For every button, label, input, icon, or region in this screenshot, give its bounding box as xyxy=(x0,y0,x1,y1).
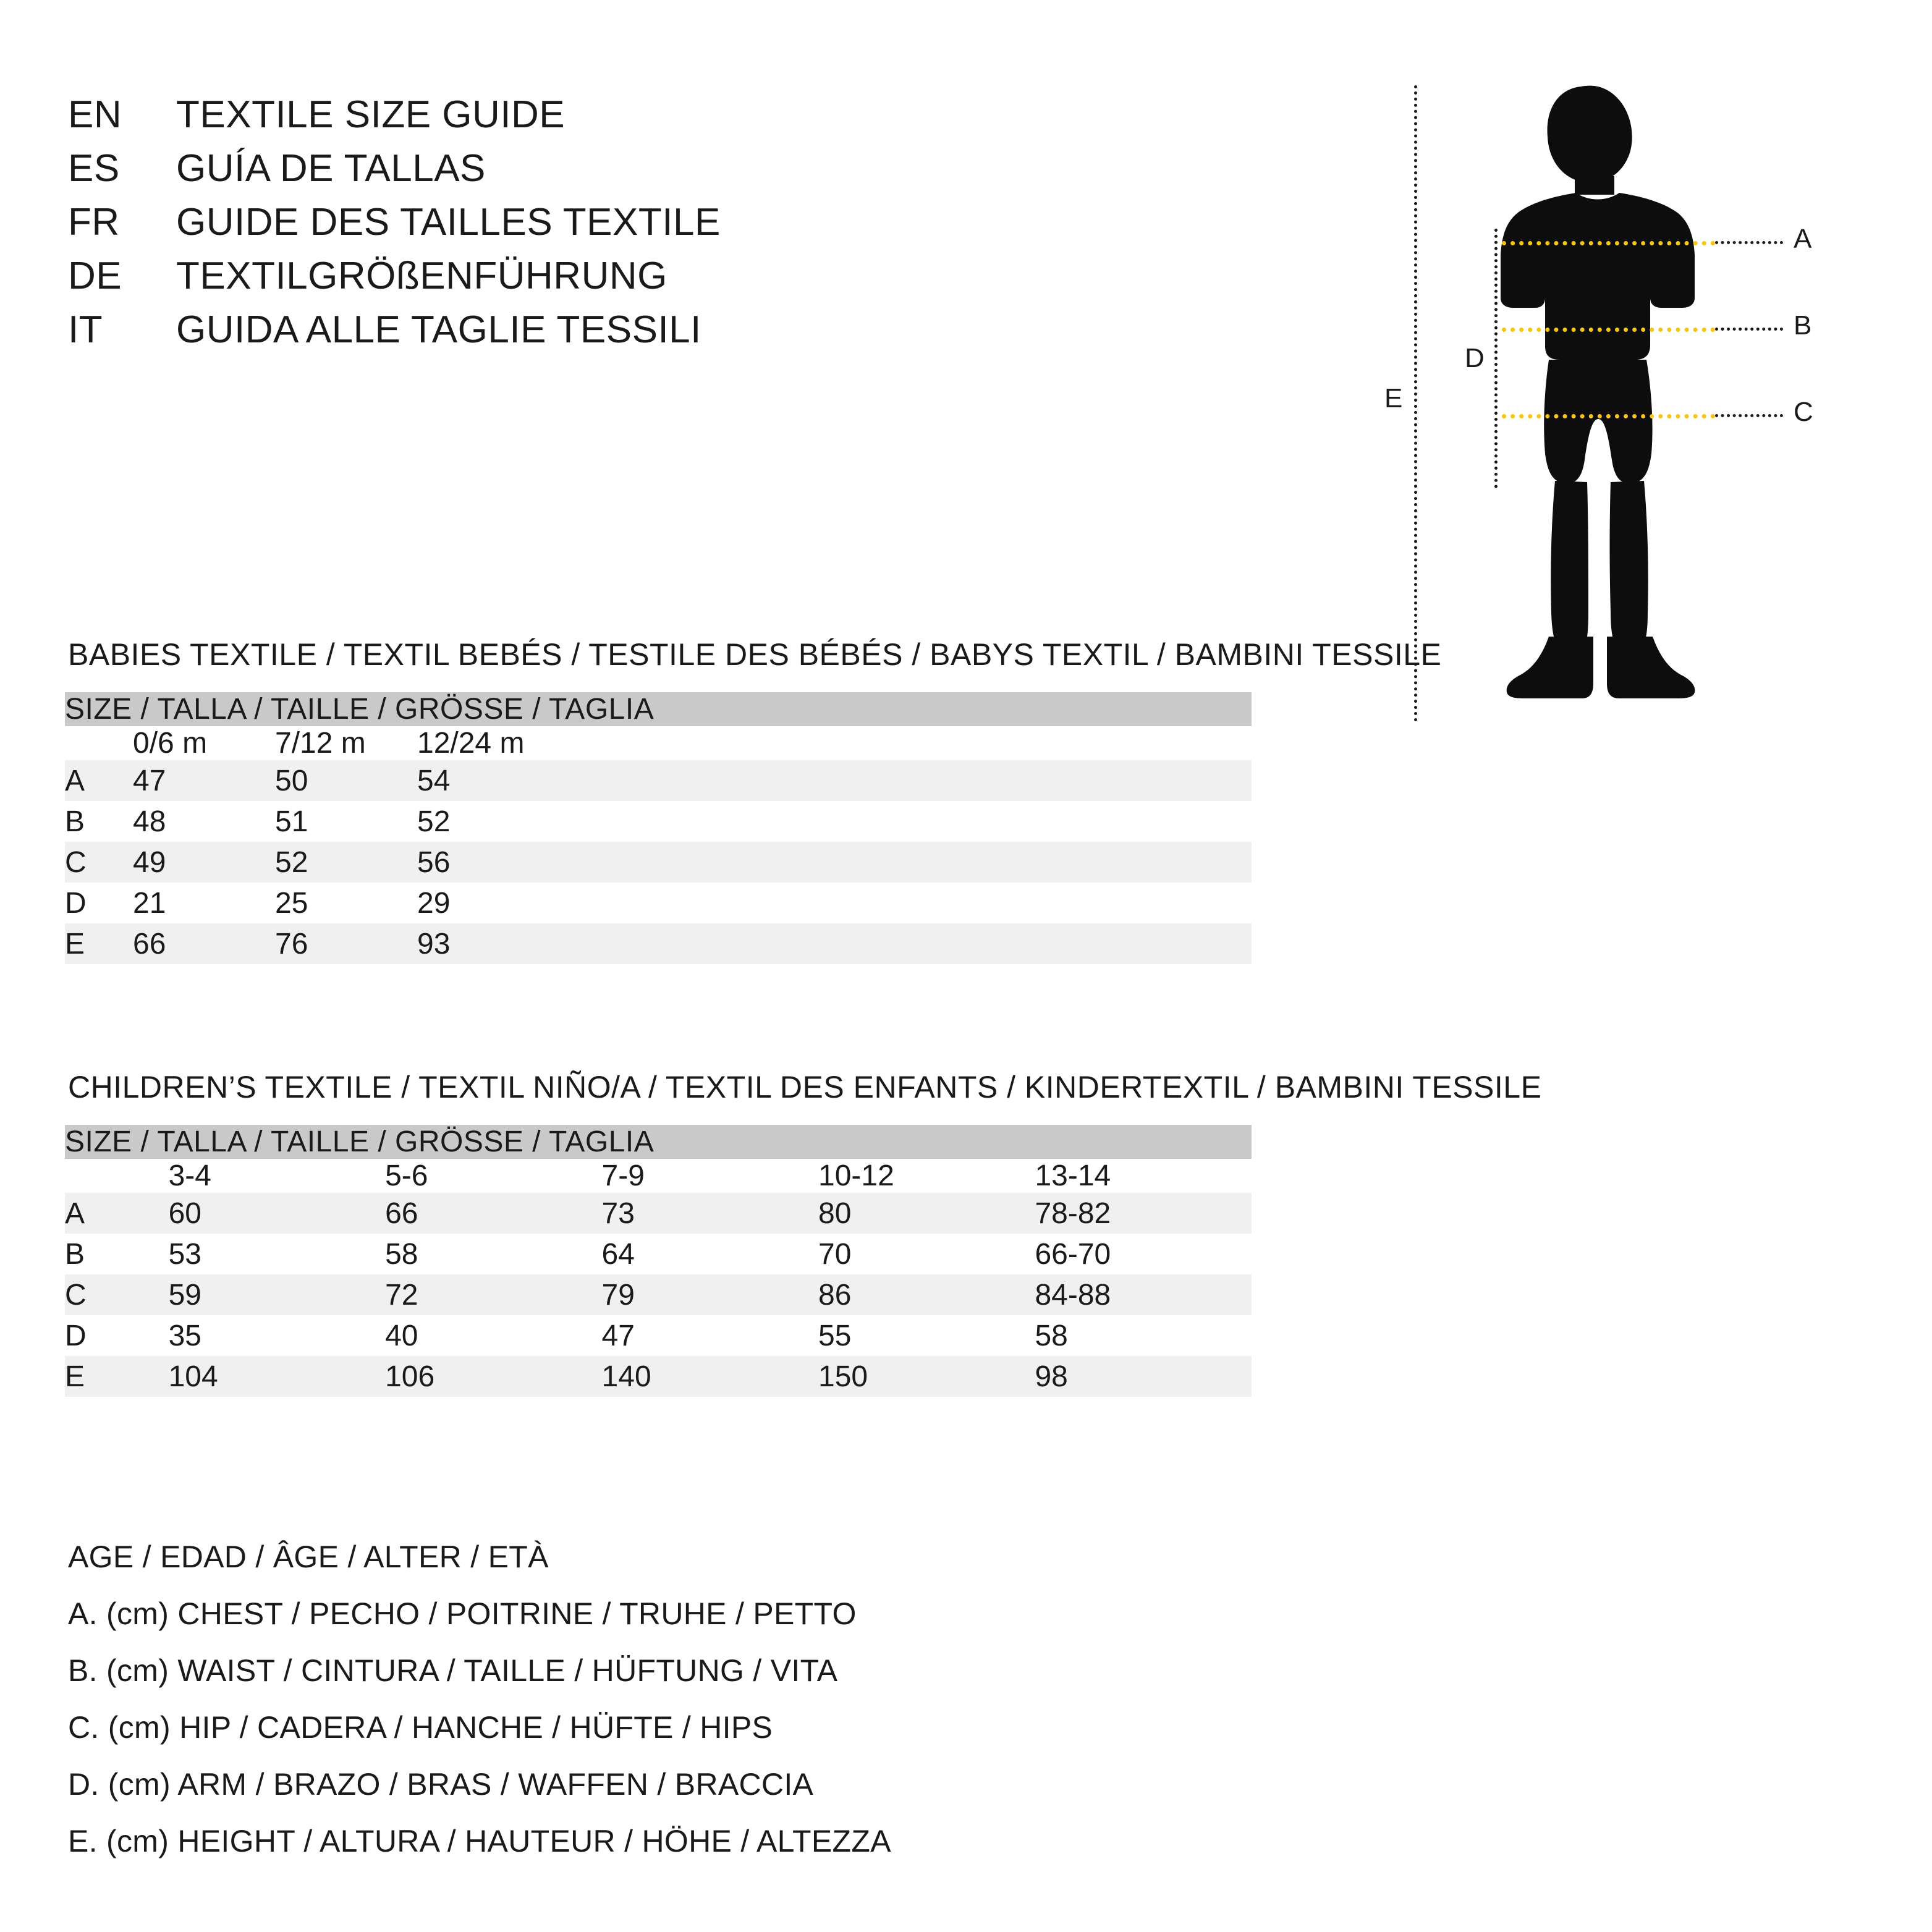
hip-leader-line-c xyxy=(1715,414,1783,417)
children-d-3: 55 xyxy=(818,1315,1035,1356)
babies-column-spacer xyxy=(559,726,1252,760)
children-c-4: 84-88 xyxy=(1035,1274,1252,1315)
babies-row-spacer xyxy=(559,801,1252,842)
children-a-4: 78-82 xyxy=(1035,1193,1252,1234)
children-column-0: 3-4 xyxy=(169,1159,385,1193)
language-row xyxy=(68,308,1242,352)
children-table-container xyxy=(65,1125,1252,1397)
children-d-2: 47 xyxy=(602,1315,818,1356)
babies-row-label-c: C xyxy=(65,842,133,883)
empty-corner-cell xyxy=(65,1159,169,1193)
measurement-figure xyxy=(1378,80,1866,773)
language-text-it: GUIDA ALLE TAGLIE TESSILI xyxy=(176,308,701,351)
table-header-band xyxy=(65,692,1252,726)
table-header-band xyxy=(65,1125,1252,1159)
figure-label-e: E xyxy=(1384,383,1403,413)
legend-age: AGE / EDAD / ÂGE / ALTER / ETÀ xyxy=(68,1540,549,1574)
legend-arm: D. (cm) ARM / BRAZO / BRAS / WAFFEN / BRACCIA xyxy=(68,1767,814,1802)
children-size-table xyxy=(65,1125,1252,1397)
babies-b-2: 52 xyxy=(417,801,559,842)
language-text-fr: GUIDE DES TAILLES TEXTILE xyxy=(176,201,721,244)
chest-leader-line-a xyxy=(1715,241,1783,244)
babies-column-0: 0/6 m xyxy=(133,726,275,760)
babies-a-0: 47 xyxy=(133,760,275,801)
language-row xyxy=(68,200,1242,244)
children-d-4: 58 xyxy=(1035,1315,1252,1356)
babies-e-1: 76 xyxy=(275,923,417,964)
language-row xyxy=(68,254,1242,298)
babies-table-container xyxy=(65,692,1252,964)
children-column-3: 10-12 xyxy=(818,1159,1035,1193)
children-c-0: 59 xyxy=(169,1274,385,1315)
children-c-3: 86 xyxy=(818,1274,1035,1315)
children-a-2: 73 xyxy=(602,1193,818,1234)
children-column-1: 5-6 xyxy=(385,1159,601,1193)
children-d-0: 35 xyxy=(169,1315,385,1356)
empty-corner-cell xyxy=(65,726,133,760)
babies-row-label-b: B xyxy=(65,801,133,842)
language-text-en: TEXTILE SIZE GUIDE xyxy=(176,93,566,136)
children-e-3: 150 xyxy=(818,1356,1035,1397)
babies-section-header xyxy=(68,637,1441,672)
babies-c-1: 52 xyxy=(275,842,417,883)
figure-label-a: A xyxy=(1794,224,1812,254)
babies-b-1: 51 xyxy=(275,801,417,842)
language-title-block xyxy=(68,93,1242,362)
babies-d-0: 21 xyxy=(133,883,275,923)
babies-row-spacer xyxy=(559,923,1252,964)
children-row-label-a: A xyxy=(65,1193,169,1234)
table-row xyxy=(65,1315,1252,1356)
children-b-1: 58 xyxy=(385,1234,601,1274)
babies-size-table xyxy=(65,692,1252,964)
children-b-0: 53 xyxy=(169,1234,385,1274)
language-code-en: EN xyxy=(68,93,122,136)
babies-column-2: 12/24 m xyxy=(417,726,559,760)
legend-chest: A. (cm) CHEST / PECHO / POITRINE / TRUHE / PETTO xyxy=(68,1596,857,1631)
table-row xyxy=(65,923,1252,964)
table-row xyxy=(65,842,1252,883)
legend-height: E. (cm) HEIGHT / ALTURA / HAUTEUR / HÖHE / ALTEZZA xyxy=(68,1824,891,1858)
children-column-4: 13-14 xyxy=(1035,1159,1252,1193)
babies-e-0: 66 xyxy=(133,923,275,964)
babies-b-0: 48 xyxy=(133,801,275,842)
babies-c-2: 56 xyxy=(417,842,559,883)
language-text-de: TEXTILGRÖßENFÜHRUNG xyxy=(176,255,667,297)
babies-row-spacer xyxy=(559,883,1252,923)
waist-leader-line-b xyxy=(1715,328,1783,331)
figure-label-b: B xyxy=(1794,310,1812,341)
language-text-es: GUÍA DE TALLAS xyxy=(176,147,486,190)
language-code-fr: FR xyxy=(68,201,120,244)
table-row xyxy=(65,801,1252,842)
babies-row-spacer xyxy=(559,760,1252,801)
chest-guide-line-a xyxy=(1502,241,1715,245)
children-a-1: 66 xyxy=(385,1193,601,1234)
children-column-header-row xyxy=(65,1159,1252,1193)
table-row xyxy=(65,883,1252,923)
children-section-header xyxy=(68,1069,1541,1105)
children-row-label-c: C xyxy=(65,1274,169,1315)
children-row-label-b: B xyxy=(65,1234,169,1274)
children-e-4: 98 xyxy=(1035,1356,1252,1397)
children-c-1: 72 xyxy=(385,1274,601,1315)
language-row xyxy=(68,146,1242,190)
children-b-4: 66-70 xyxy=(1035,1234,1252,1274)
children-c-2: 79 xyxy=(602,1274,818,1315)
children-row-label-e: E xyxy=(65,1356,169,1397)
babies-c-0: 49 xyxy=(133,842,275,883)
babies-a-1: 50 xyxy=(275,760,417,801)
language-row xyxy=(68,93,1242,137)
height-guide-line-e xyxy=(1414,85,1417,722)
table-row xyxy=(65,1193,1252,1234)
children-a-3: 80 xyxy=(818,1193,1035,1234)
figure-label-d: D xyxy=(1465,343,1485,373)
children-title: CHILDREN’S TEXTILE / TEXTIL NIÑO/A / TEXTIL DES ENFANTS / KINDERTEXTIL / BAMBINI TESSILE xyxy=(68,1070,1542,1104)
babies-e-2: 93 xyxy=(417,923,559,964)
babies-column-1: 7/12 m xyxy=(275,726,417,760)
legend-hip: C. (cm) HIP / CADERA / HANCHE / HÜFTE / HIPS xyxy=(68,1710,773,1745)
table-row xyxy=(65,1274,1252,1315)
measurement-legend xyxy=(68,1539,1428,1880)
waist-guide-line-b xyxy=(1502,328,1715,332)
children-row-label-d: D xyxy=(65,1315,169,1356)
babies-row-label-d: D xyxy=(65,883,133,923)
language-code-de: DE xyxy=(68,255,122,297)
language-code-es: ES xyxy=(68,147,120,190)
babies-d-2: 29 xyxy=(417,883,559,923)
children-e-2: 140 xyxy=(602,1356,818,1397)
table-row xyxy=(65,1356,1252,1397)
babies-row-label-a: A xyxy=(65,760,133,801)
legend-waist: B. (cm) WAIST / CINTURA / TAILLE / HÜFTUNG / VITA xyxy=(68,1653,838,1688)
babies-a-2: 54 xyxy=(417,760,559,801)
child-silhouette-icon xyxy=(1483,80,1731,698)
table-row xyxy=(65,760,1252,801)
table-row xyxy=(65,1234,1252,1274)
children-e-1: 106 xyxy=(385,1356,601,1397)
children-column-2: 7-9 xyxy=(602,1159,818,1193)
babies-row-label-e: E xyxy=(65,923,133,964)
children-e-0: 104 xyxy=(169,1356,385,1397)
babies-row-spacer xyxy=(559,842,1252,883)
children-a-0: 60 xyxy=(169,1193,385,1234)
children-b-3: 70 xyxy=(818,1234,1035,1274)
children-d-1: 40 xyxy=(385,1315,601,1356)
babies-d-1: 25 xyxy=(275,883,417,923)
children-b-2: 64 xyxy=(602,1234,818,1274)
children-header-band-text: SIZE / TALLA / TAILLE / GRÖSSE / TAGLIA xyxy=(65,1125,1252,1159)
babies-header-band-text: SIZE / TALLA / TAILLE / GRÖSSE / TAGLIA xyxy=(65,692,1252,726)
babies-column-header-row xyxy=(65,726,1252,760)
figure-label-c: C xyxy=(1794,397,1813,427)
language-code-it: IT xyxy=(68,308,103,351)
hip-guide-line-c xyxy=(1502,414,1715,418)
babies-title: BABIES TEXTILE / TEXTIL BEBÉS / TESTILE DES BÉBÉS / BABYS TEXTIL / BAMBINI TESSILE xyxy=(68,637,1442,672)
